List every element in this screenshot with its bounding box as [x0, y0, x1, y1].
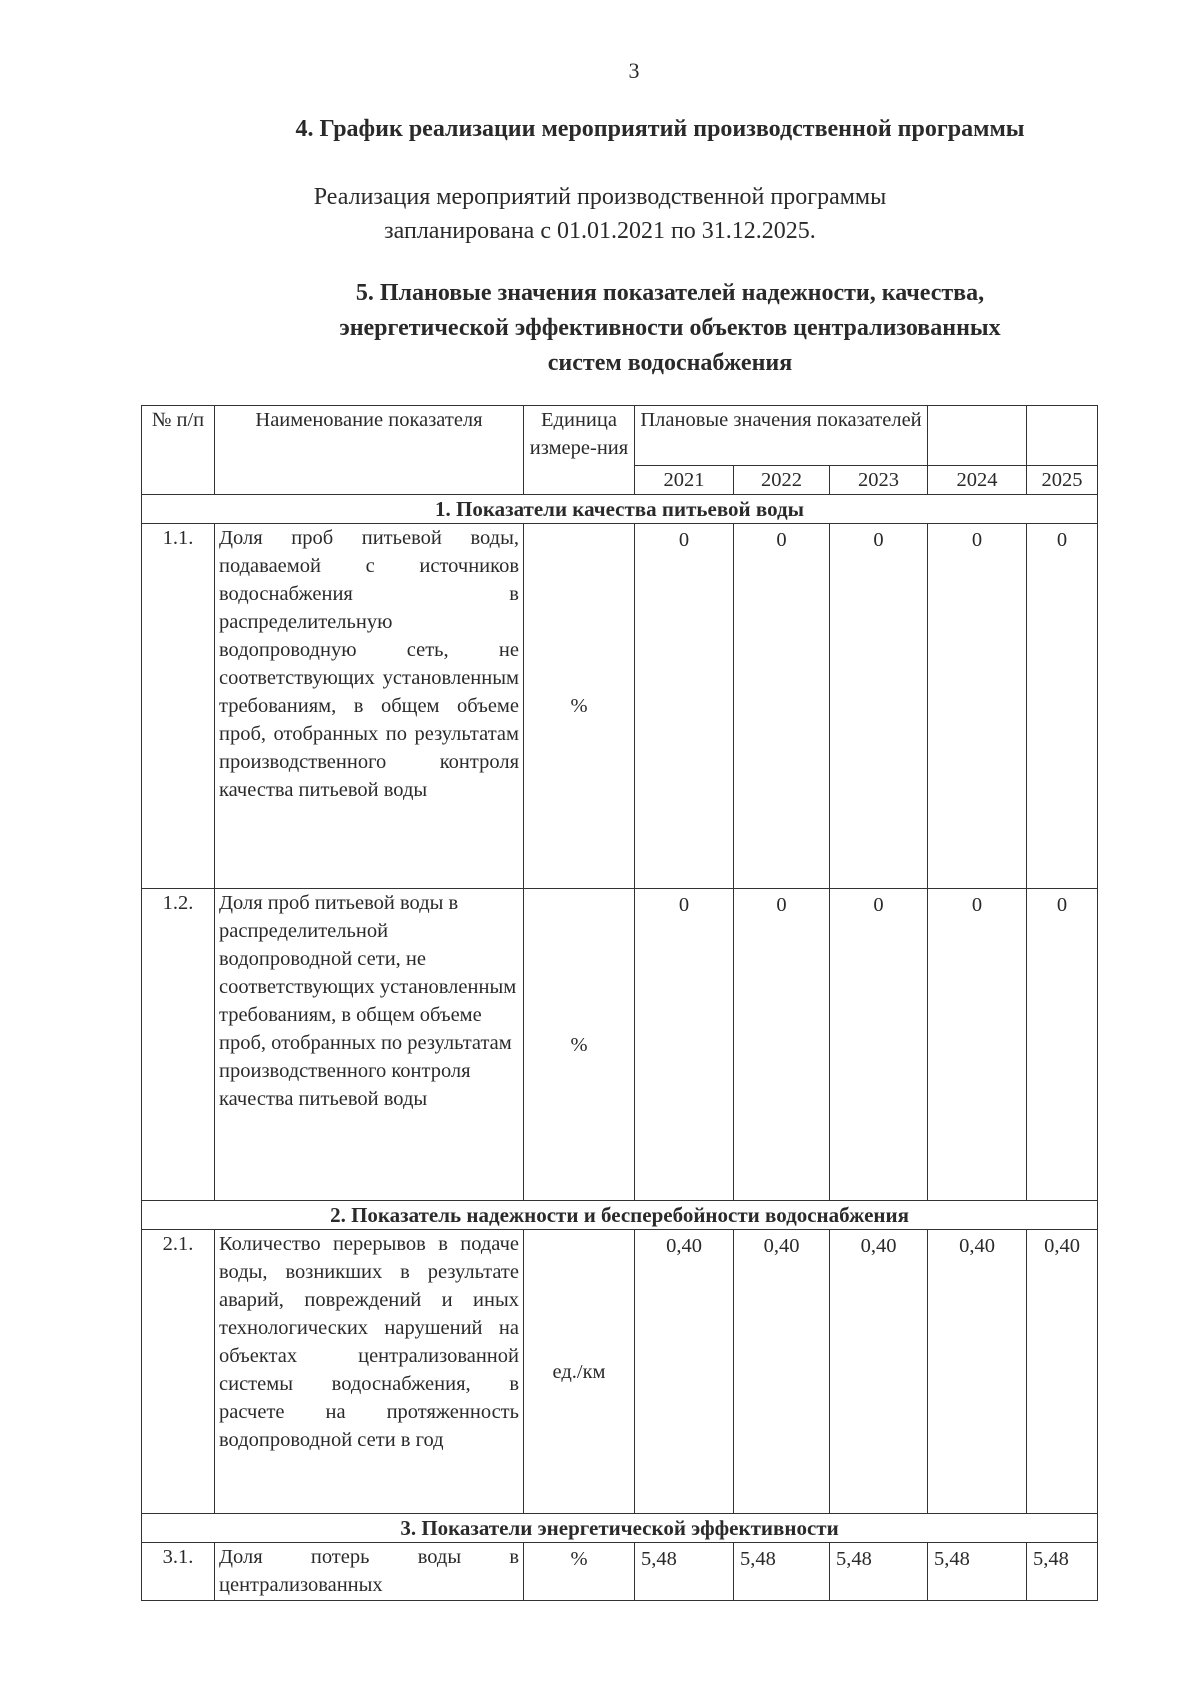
header-year: 2025 [1027, 466, 1098, 495]
row-value: 0 [830, 889, 928, 1201]
row-name: Доля проб питьевой воды в распределительной водопроводной сети, не соответствующих установленным требованиям, в общем объеме проб, отобранных по результатам производственного контроля качества питьевой воды [215, 889, 524, 1201]
row-value: 0,40 [928, 1230, 1027, 1514]
row-value: 5,48 [830, 1543, 928, 1601]
header-plan: Плановые значения показателей [635, 406, 928, 466]
row-value: 0,40 [830, 1230, 928, 1514]
row-value: 5,48 [635, 1543, 734, 1601]
header-num: № п/п [142, 406, 215, 495]
row-name: Количество перерывов в подаче воды, возникших в результате аварий, повреждений и иных технологических нарушений на объектах централизованной системы водоснабжения, в расчете на протяженность водопроводной сети в год [215, 1230, 524, 1514]
table-row [142, 1543, 1098, 1601]
row-value: 0 [734, 889, 830, 1201]
row-num: 2.1. [142, 1230, 215, 1514]
header-year: 2024 [928, 466, 1027, 495]
row-value: 0,40 [1027, 1230, 1098, 1514]
header-plan-empty-2025 [1027, 406, 1098, 466]
section-5-title-line2: энергетической эффективности объектов централизованных [339, 315, 1001, 341]
header-year: 2021 [635, 466, 734, 495]
row-value: 0 [1027, 889, 1098, 1201]
row-value: 0,40 [635, 1230, 734, 1514]
table-row [142, 889, 1098, 1201]
section-5-title-line1: 5. Плановые значения показателей надежности, качества, [355, 280, 985, 306]
row-unit: % [524, 889, 635, 1201]
row-unit: ед./км [524, 1230, 635, 1514]
section-4-title: 4. График реализации мероприятий производственной программы [295, 116, 1025, 142]
section-4-text-line1: Реализация мероприятий производственной программы [313, 184, 887, 210]
header-year: 2023 [830, 466, 928, 495]
page-number: 3 [628, 58, 640, 83]
indicators-table [141, 405, 1098, 1601]
section-4-text [200, 180, 1000, 248]
row-value: 5,48 [928, 1543, 1027, 1601]
section-title: 1. Показатели качества питьевой воды [142, 495, 1098, 524]
row-num: 1.1. [142, 524, 215, 889]
section-title: 3. Показатели энергетической эффективности [142, 1514, 1098, 1543]
section-4-text-line2: запланирована с 01.01.2021 по 31.12.2025. [384, 218, 816, 244]
header-unit: Единица измере-ния [524, 406, 635, 495]
row-unit: % [524, 524, 635, 889]
table-row [142, 1230, 1098, 1514]
row-value: 0 [1027, 524, 1098, 889]
section-5-title [170, 276, 1170, 381]
row-value: 0,40 [734, 1230, 830, 1514]
row-value: 0 [928, 524, 1027, 889]
row-value: 0 [830, 524, 928, 889]
row-num: 1.2. [142, 889, 215, 1201]
section-5-title-line3: систем водоснабжения [547, 350, 793, 376]
row-name: Доля потерь воды в централизованных [215, 1543, 524, 1601]
row-value: 5,48 [734, 1543, 830, 1601]
row-value: 5,48 [1027, 1543, 1098, 1601]
row-name: Доля проб питьевой воды, подаваемой с источников водоснабжения в распределительную водопроводную сеть, не соответствующих установленным требованиям, в общем объеме проб, отобранных по результатам производственного контроля качества питьевой воды [215, 524, 524, 889]
header-plan-empty-2024 [928, 406, 1027, 466]
row-value: 0 [635, 524, 734, 889]
row-unit: % [524, 1543, 635, 1601]
row-value: 0 [928, 889, 1027, 1201]
row-value: 0 [635, 889, 734, 1201]
row-value: 0 [734, 524, 830, 889]
header-name: Наименование показателя [215, 406, 524, 495]
section-title: 2. Показатель надежности и бесперебойности водоснабжения [142, 1201, 1098, 1230]
header-year: 2022 [734, 466, 830, 495]
table-row [142, 524, 1098, 889]
row-num: 3.1. [142, 1543, 215, 1601]
